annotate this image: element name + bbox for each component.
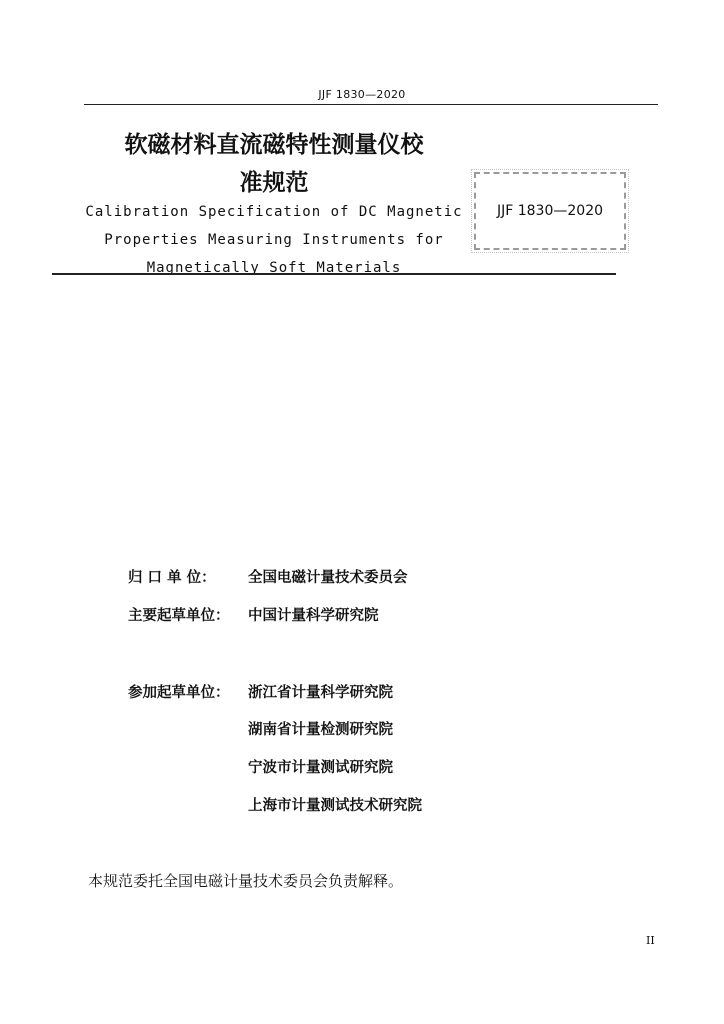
main-drafter-value: 中国计量科学研究院 — [248, 608, 379, 624]
title-en-line-3: Magnetically Soft Materials — [146, 260, 402, 276]
title-english — [84, 198, 464, 282]
header-rule — [84, 104, 658, 105]
title-en-line-2: Properties Measuring Instruments for — [104, 232, 444, 248]
title-cn-line-2: 准规范 — [239, 170, 309, 196]
interpretation-note: 本规范委托全国电磁计量技术委员会负责解释。 — [88, 872, 404, 890]
participant-item: 湖南省计量检测研究院 — [248, 722, 393, 738]
header-standard-code: JJF 1830—2020 — [318, 88, 406, 101]
main-drafter-label: 主要起草单位： — [128, 608, 230, 624]
participant-item: 宁波市计量测试研究院 — [248, 760, 393, 776]
participant-item: 浙江省计量科学研究院 — [248, 685, 393, 701]
standard-code-text: JJF 1830—2020 — [496, 203, 604, 219]
participant-item: 上海市计量测试技术研究院 — [248, 798, 422, 814]
title-cn-line-1: 软磁材料直流磁特性测量仪校 — [124, 132, 424, 158]
title-rule — [52, 273, 616, 275]
page-number: II — [646, 934, 655, 947]
participants-label: 参加起草单位： — [128, 685, 230, 701]
title-en-line-1: Calibration Specification of DC Magnetic — [85, 204, 463, 220]
standard-code-box — [474, 172, 626, 250]
responsible-unit-value: 全国电磁计量技术委员会 — [248, 570, 408, 586]
responsible-unit-label: 归 口 单 位： — [128, 570, 216, 586]
title-chinese — [84, 126, 464, 202]
